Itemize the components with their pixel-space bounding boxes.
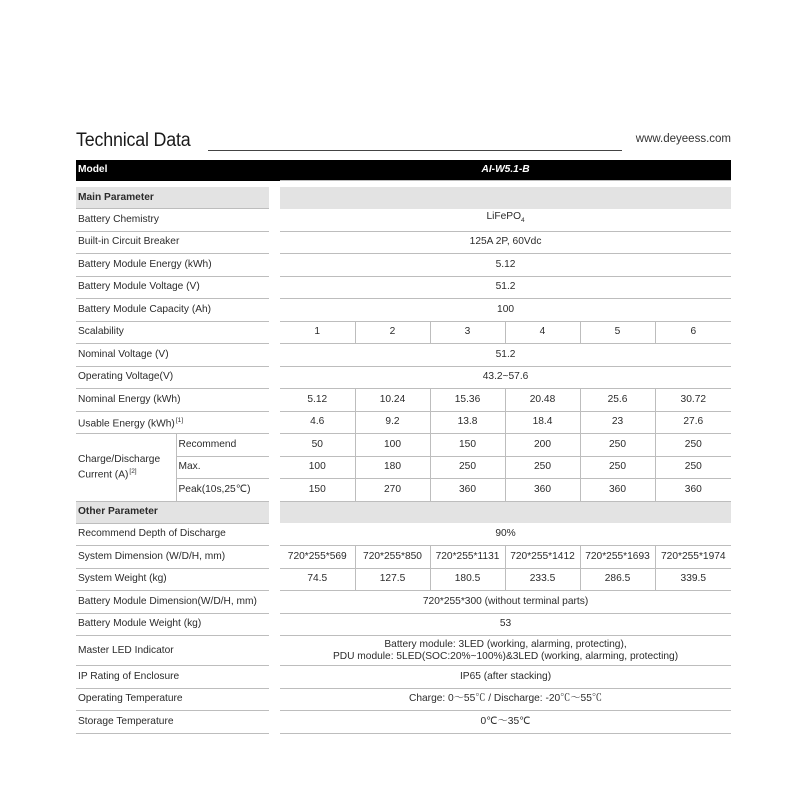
table-cell: 720*255*1693 [580,546,655,569]
row-value: 51.2 [280,276,731,299]
row-label: Master LED Indicator [76,636,269,666]
row-sublabel: Max. [176,456,269,479]
table-cell: 2 [355,321,430,344]
table-row [76,254,731,277]
table-cell: 50 [280,434,355,457]
row-label: Operating Voltage(V) [76,366,269,389]
row-value: 43.2~57.6 [280,366,731,389]
table-cell: 9.2 [355,411,430,434]
row-value: Battery module: 3LED (working, alarming, protecting), PDU module: 5LED(SOC:20%~100%)&3LED (working, alarming, protecting) [280,636,731,666]
page-header [76,130,731,154]
table-cell: 720*255*1974 [655,546,731,569]
table-cell: 18.4 [505,411,580,434]
table-cell: 27.6 [655,411,731,434]
row-label: Battery Module Energy (kWh) [76,254,269,277]
row-label: Battery Module Capacity (Ah) [76,299,269,322]
row-value: 125A 2P, 60Vdc [280,231,731,254]
table-cell: 127.5 [355,568,430,591]
section-title: Main Parameter [76,187,269,209]
row-label: Battery Chemistry [76,209,269,232]
row-label: Storage Temperature [76,711,269,734]
row-value: 90% [280,523,731,546]
table-cell: 4.6 [280,411,355,434]
row-label: Nominal Voltage (V) [76,344,269,367]
row-sublabel: Recommend [176,434,269,457]
row-label: Battery Module Dimension(W/D/H, mm) [76,591,269,614]
section-title: Other Parameter [76,501,269,523]
table-row [76,299,731,322]
table-cell: 270 [355,479,430,502]
table-cell: 10.24 [355,389,430,412]
row-label: Battery Module Weight (kg) [76,613,269,636]
table-row [76,636,731,666]
table-cell: 20.48 [505,389,580,412]
table-cell: 360 [580,479,655,502]
row-value: 720*255*300 (without terminal parts) [280,591,731,614]
table-cell: 3 [430,321,505,344]
row-value: 100 [280,299,731,322]
table-cell: 4 [505,321,580,344]
header-divider [208,150,622,151]
table-cell: 180.5 [430,568,505,591]
table-row [76,209,731,232]
table-cell: 339.5 [655,568,731,591]
table-cell: 100 [280,456,355,479]
table-cell: 180 [355,456,430,479]
table-cell: 23 [580,411,655,434]
table-row [76,434,731,457]
table-cell: 250 [655,456,731,479]
row-label: Scalability [76,321,269,344]
table-cell: 250 [580,456,655,479]
table-cell: 13.8 [430,411,505,434]
table-cell: 25.6 [580,389,655,412]
table-cell: 74.5 [280,568,355,591]
row-label: System Weight (kg) [76,568,269,591]
table-cell: 1 [280,321,355,344]
technical-data-table [76,160,731,734]
table-row [76,666,731,689]
table-row [76,344,731,367]
footnote-ref: [1] [175,416,184,424]
table-cell: 15.36 [430,389,505,412]
table-row [76,321,731,344]
table-cell: 200 [505,434,580,457]
table-cell: 250 [580,434,655,457]
row-value: LiFePO$_4$ [280,209,731,232]
row-label: Battery Module Voltage (V) [76,276,269,299]
table-row [76,546,731,569]
table-row [76,276,731,299]
website-url: www.deyeess.com [635,133,731,145]
table-row [76,389,731,412]
table-row [76,613,731,636]
table-cell: 250 [505,456,580,479]
row-value: 51.2 [280,344,731,367]
model-label: Model [76,160,269,181]
row-label: Nominal Energy (kWh) [76,389,269,412]
table-row [76,591,731,614]
table-cell: 5.12 [280,389,355,412]
table-row [76,568,731,591]
table-row [76,688,731,711]
table-row [76,711,731,734]
table-cell: 150 [280,479,355,502]
row-label: Usable Energy (kWh)[1] [76,411,269,434]
table-row [76,366,731,389]
table-cell: 720*255*850 [355,546,430,569]
row-label: Charge/Discharge Current (A)[2] [76,434,176,502]
table-cell: 720*255*569 [280,546,355,569]
row-label: IP Rating of Enclosure [76,666,269,689]
table-cell: 720*255*1412 [505,546,580,569]
section-other-parameter [76,501,731,523]
table-cell: 100 [355,434,430,457]
table-cell: 720*255*1131 [430,546,505,569]
row-label: Recommend Depth of Discharge [76,523,269,546]
row-label: Operating Temperature [76,688,269,711]
table-cell: 360 [655,479,731,502]
table-cell: 250 [430,456,505,479]
footnote-ref: [2] [129,467,137,475]
row-sublabel: Peak(10s,25℃) [176,479,269,502]
section-main-parameter [76,187,731,209]
row-label: System Dimension (W/D/H, mm) [76,546,269,569]
model-value: AI-W5.1-B [280,160,731,181]
table-cell: 360 [430,479,505,502]
table-cell: 233.5 [505,568,580,591]
row-value: 0℃～35℃ [280,711,731,734]
table-cell: 250 [655,434,731,457]
row-value: Charge: 0～55℃ / Discharge: -20℃～55℃ [280,688,731,711]
table-cell: 30.72 [655,389,731,412]
page-title: Technical Data [76,130,191,151]
table-cell: 5 [580,321,655,344]
table-row [76,231,731,254]
table-cell: 286.5 [580,568,655,591]
table-row [76,411,731,434]
table-cell: 150 [430,434,505,457]
row-label: Built-in Circuit Breaker [76,231,269,254]
row-value: 53 [280,613,731,636]
table-cell: 360 [505,479,580,502]
model-row [76,160,731,181]
table-row [76,523,731,546]
row-value: IP65 (after stacking) [280,666,731,689]
table-cell: 6 [655,321,731,344]
row-value: 5.12 [280,254,731,277]
